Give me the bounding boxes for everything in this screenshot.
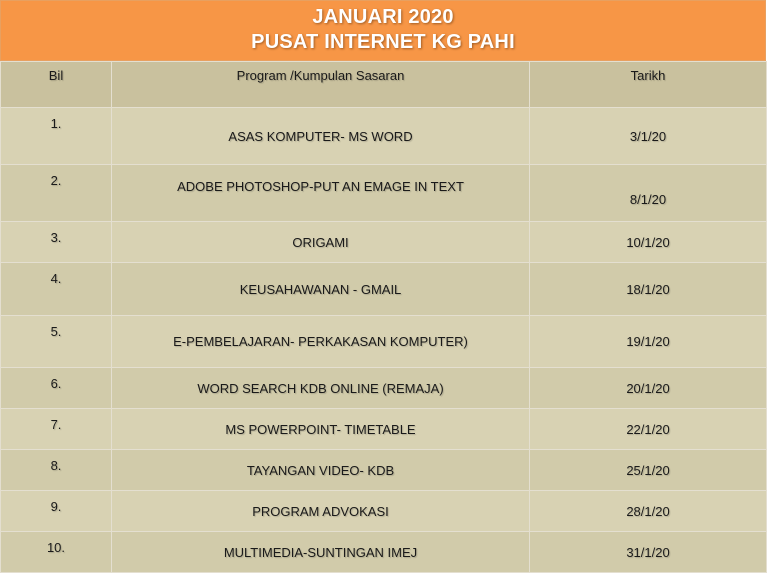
table-row: [1, 222, 767, 263]
row-program: PROGRAM ADVOKASI: [112, 491, 530, 532]
table-row: [1, 316, 767, 368]
row-program: ORIGAMI: [112, 222, 530, 263]
table-row: [1, 409, 767, 450]
page-header: [0, 0, 766, 61]
row-date: 10/1/20: [530, 222, 767, 263]
schedule-table: [0, 61, 767, 573]
table-row: [1, 491, 767, 532]
row-bil: 6.: [1, 368, 112, 409]
table-row: [1, 450, 767, 491]
column-header-program: Program /Kumpulan Sasaran: [112, 62, 530, 108]
row-date: 31/1/20: [530, 532, 767, 573]
row-bil: 7.: [1, 409, 112, 450]
table-row: [1, 532, 767, 573]
table-row: [1, 263, 767, 316]
row-bil: 5.: [1, 316, 112, 368]
table-row: [1, 368, 767, 409]
row-bil: 8.: [1, 450, 112, 491]
table-header-row: [1, 62, 767, 108]
row-bil: 1.: [1, 108, 112, 165]
row-date: 20/1/20: [530, 368, 767, 409]
row-date: 3/1/20: [530, 108, 767, 165]
row-program: MS POWERPOINT- TIMETABLE: [112, 409, 530, 450]
row-bil: 9.: [1, 491, 112, 532]
row-date: 28/1/20: [530, 491, 767, 532]
row-date: 19/1/20: [530, 316, 767, 368]
row-bil: 10.: [1, 532, 112, 573]
row-program: ADOBE PHOTOSHOP-PUT AN EMAGE IN TEXT: [112, 165, 530, 222]
table-row: [1, 108, 767, 165]
row-bil: 3.: [1, 222, 112, 263]
column-header-bil: Bil: [1, 62, 112, 108]
row-date: 25/1/20: [530, 450, 767, 491]
row-program: WORD SEARCH KDB ONLINE (REMAJA): [112, 368, 530, 409]
row-program: TAYANGAN VIDEO- KDB: [112, 450, 530, 491]
row-program: ASAS KOMPUTER- MS WORD: [112, 108, 530, 165]
header-subtitle: PUSAT INTERNET KG PAHI: [251, 31, 515, 53]
row-date: 18/1/20: [530, 263, 767, 316]
row-bil: 2.: [1, 165, 112, 222]
column-header-date: Tarikh: [530, 62, 767, 108]
header-title: JANUARI 2020: [312, 6, 454, 28]
row-date: 22/1/20: [530, 409, 767, 450]
table-row: [1, 165, 767, 222]
row-date: 8/1/20: [530, 165, 767, 222]
row-program: E-PEMBELAJARAN- PERKAKASAN KOMPUTER): [112, 316, 530, 368]
row-bil: 4.: [1, 263, 112, 316]
row-program: MULTIMEDIA-SUNTINGAN IMEJ: [112, 532, 530, 573]
row-program: KEUSAHAWANAN - GMAIL: [112, 263, 530, 316]
